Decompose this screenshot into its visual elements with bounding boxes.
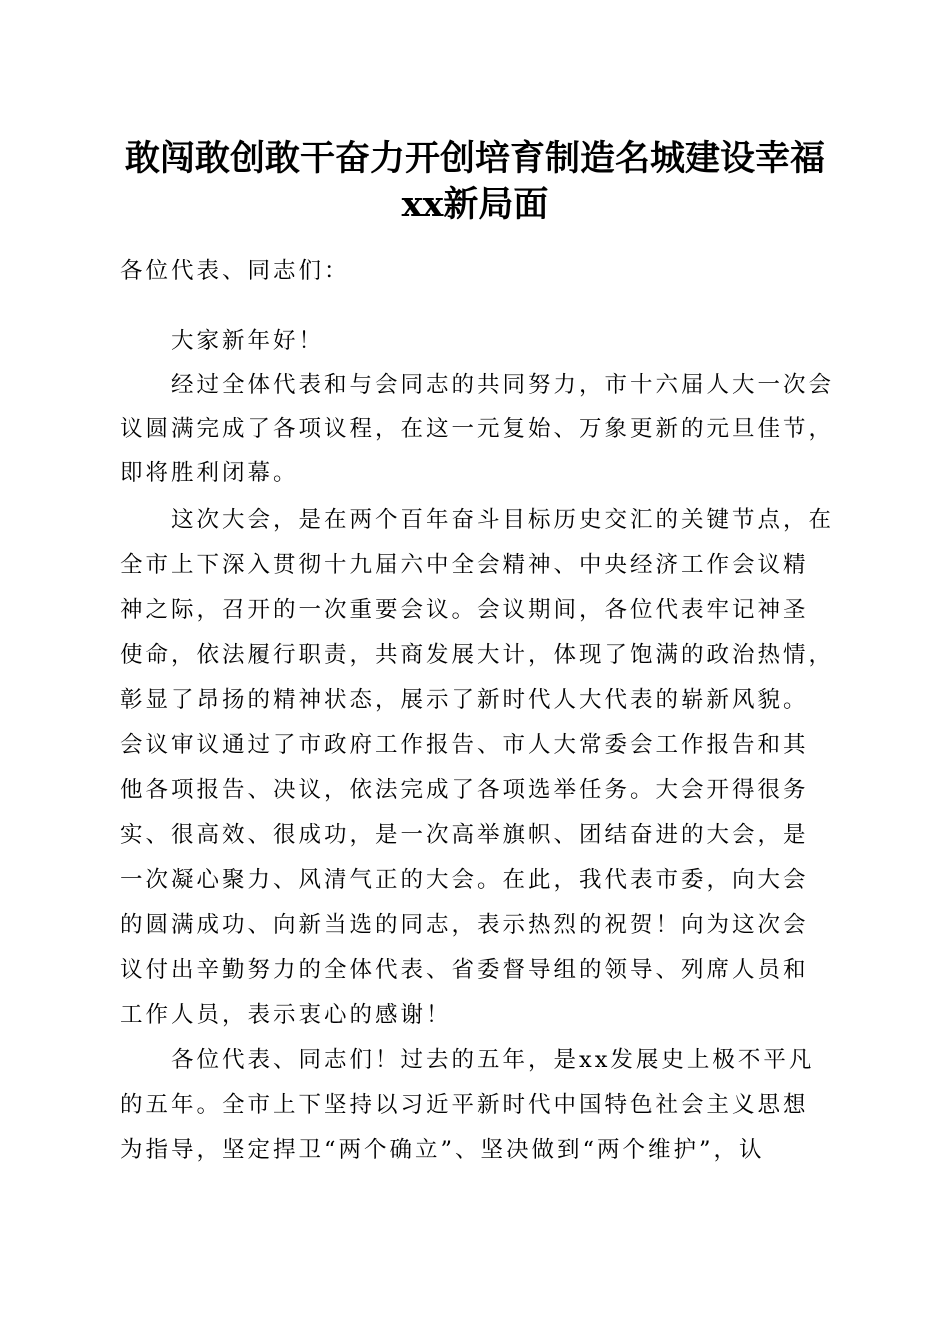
paragraph-line: 为指导，坚定捍卫“两个确立”、坚决做到“两个维护”，认 (120, 1137, 765, 1163)
document-title-line-2: xx新局面 (401, 184, 549, 225)
greeting-line: 大家新年好！ (120, 328, 325, 354)
document-title-line-1: 敢闯敢创敢干奋力开创培育制造名城建设幸福 (124, 138, 825, 179)
paragraph-line: 彰显了昂扬的精神状态，展示了新时代人大代表的崭新风貌。 (120, 687, 809, 713)
paragraph-line: 实、很高效、很成功，是一次高举旗帜、团结奋进的大会，是 (120, 822, 809, 848)
paragraph-line: 经过全体代表和与会同志的共同努力，市十六届人大一次会 (120, 372, 835, 398)
paragraph-line: 工作人员，表示衷心的感谢！ (120, 1002, 452, 1028)
paragraph-line: 全市上下深入贯彻十九届六中全会精神、中央经济工作会议精 (120, 552, 809, 578)
paragraph-line: 即将胜利闭幕。 (120, 460, 299, 486)
paragraph-line: 会议审议通过了市政府工作报告、市人大常委会工作报告和其 (120, 732, 809, 758)
paragraph-line: 他各项报告、决议，依法完成了各项选举任务。大会开得很务 (120, 777, 809, 803)
paragraph-line: 这次大会，是在两个百年奋斗目标历史交汇的关键节点，在 (120, 507, 835, 533)
paragraph-line: 使命，依法履行职责，共商发展大计，体现了饱满的政治热情， (120, 642, 835, 668)
paragraph-line: 的五年。全市上下坚持以习近平新时代中国特色社会主义思想 (120, 1092, 809, 1118)
paragraph-line: 各位代表、同志们！过去的五年，是xx发展史上极不平凡 (120, 1047, 815, 1073)
paragraph-line: 一次凝心聚力、风清气正的大会。在此，我代表市委，向大会 (120, 867, 809, 893)
paragraph-line: 议付出辛勤努力的全体代表、省委督导组的领导、列席人员和 (120, 957, 809, 983)
paragraph-line: 议圆满完成了各项议程，在这一元复始、万象更新的元旦佳节， (120, 416, 835, 442)
salutation-line: 各位代表、同志们： (120, 258, 350, 284)
paragraph-line: 的圆满成功、向新当选的同志，表示热烈的祝贺！向为这次会 (120, 912, 809, 938)
paragraph-line: 神之际，召开的一次重要会议。会议期间，各位代表牢记神圣 (120, 597, 809, 623)
